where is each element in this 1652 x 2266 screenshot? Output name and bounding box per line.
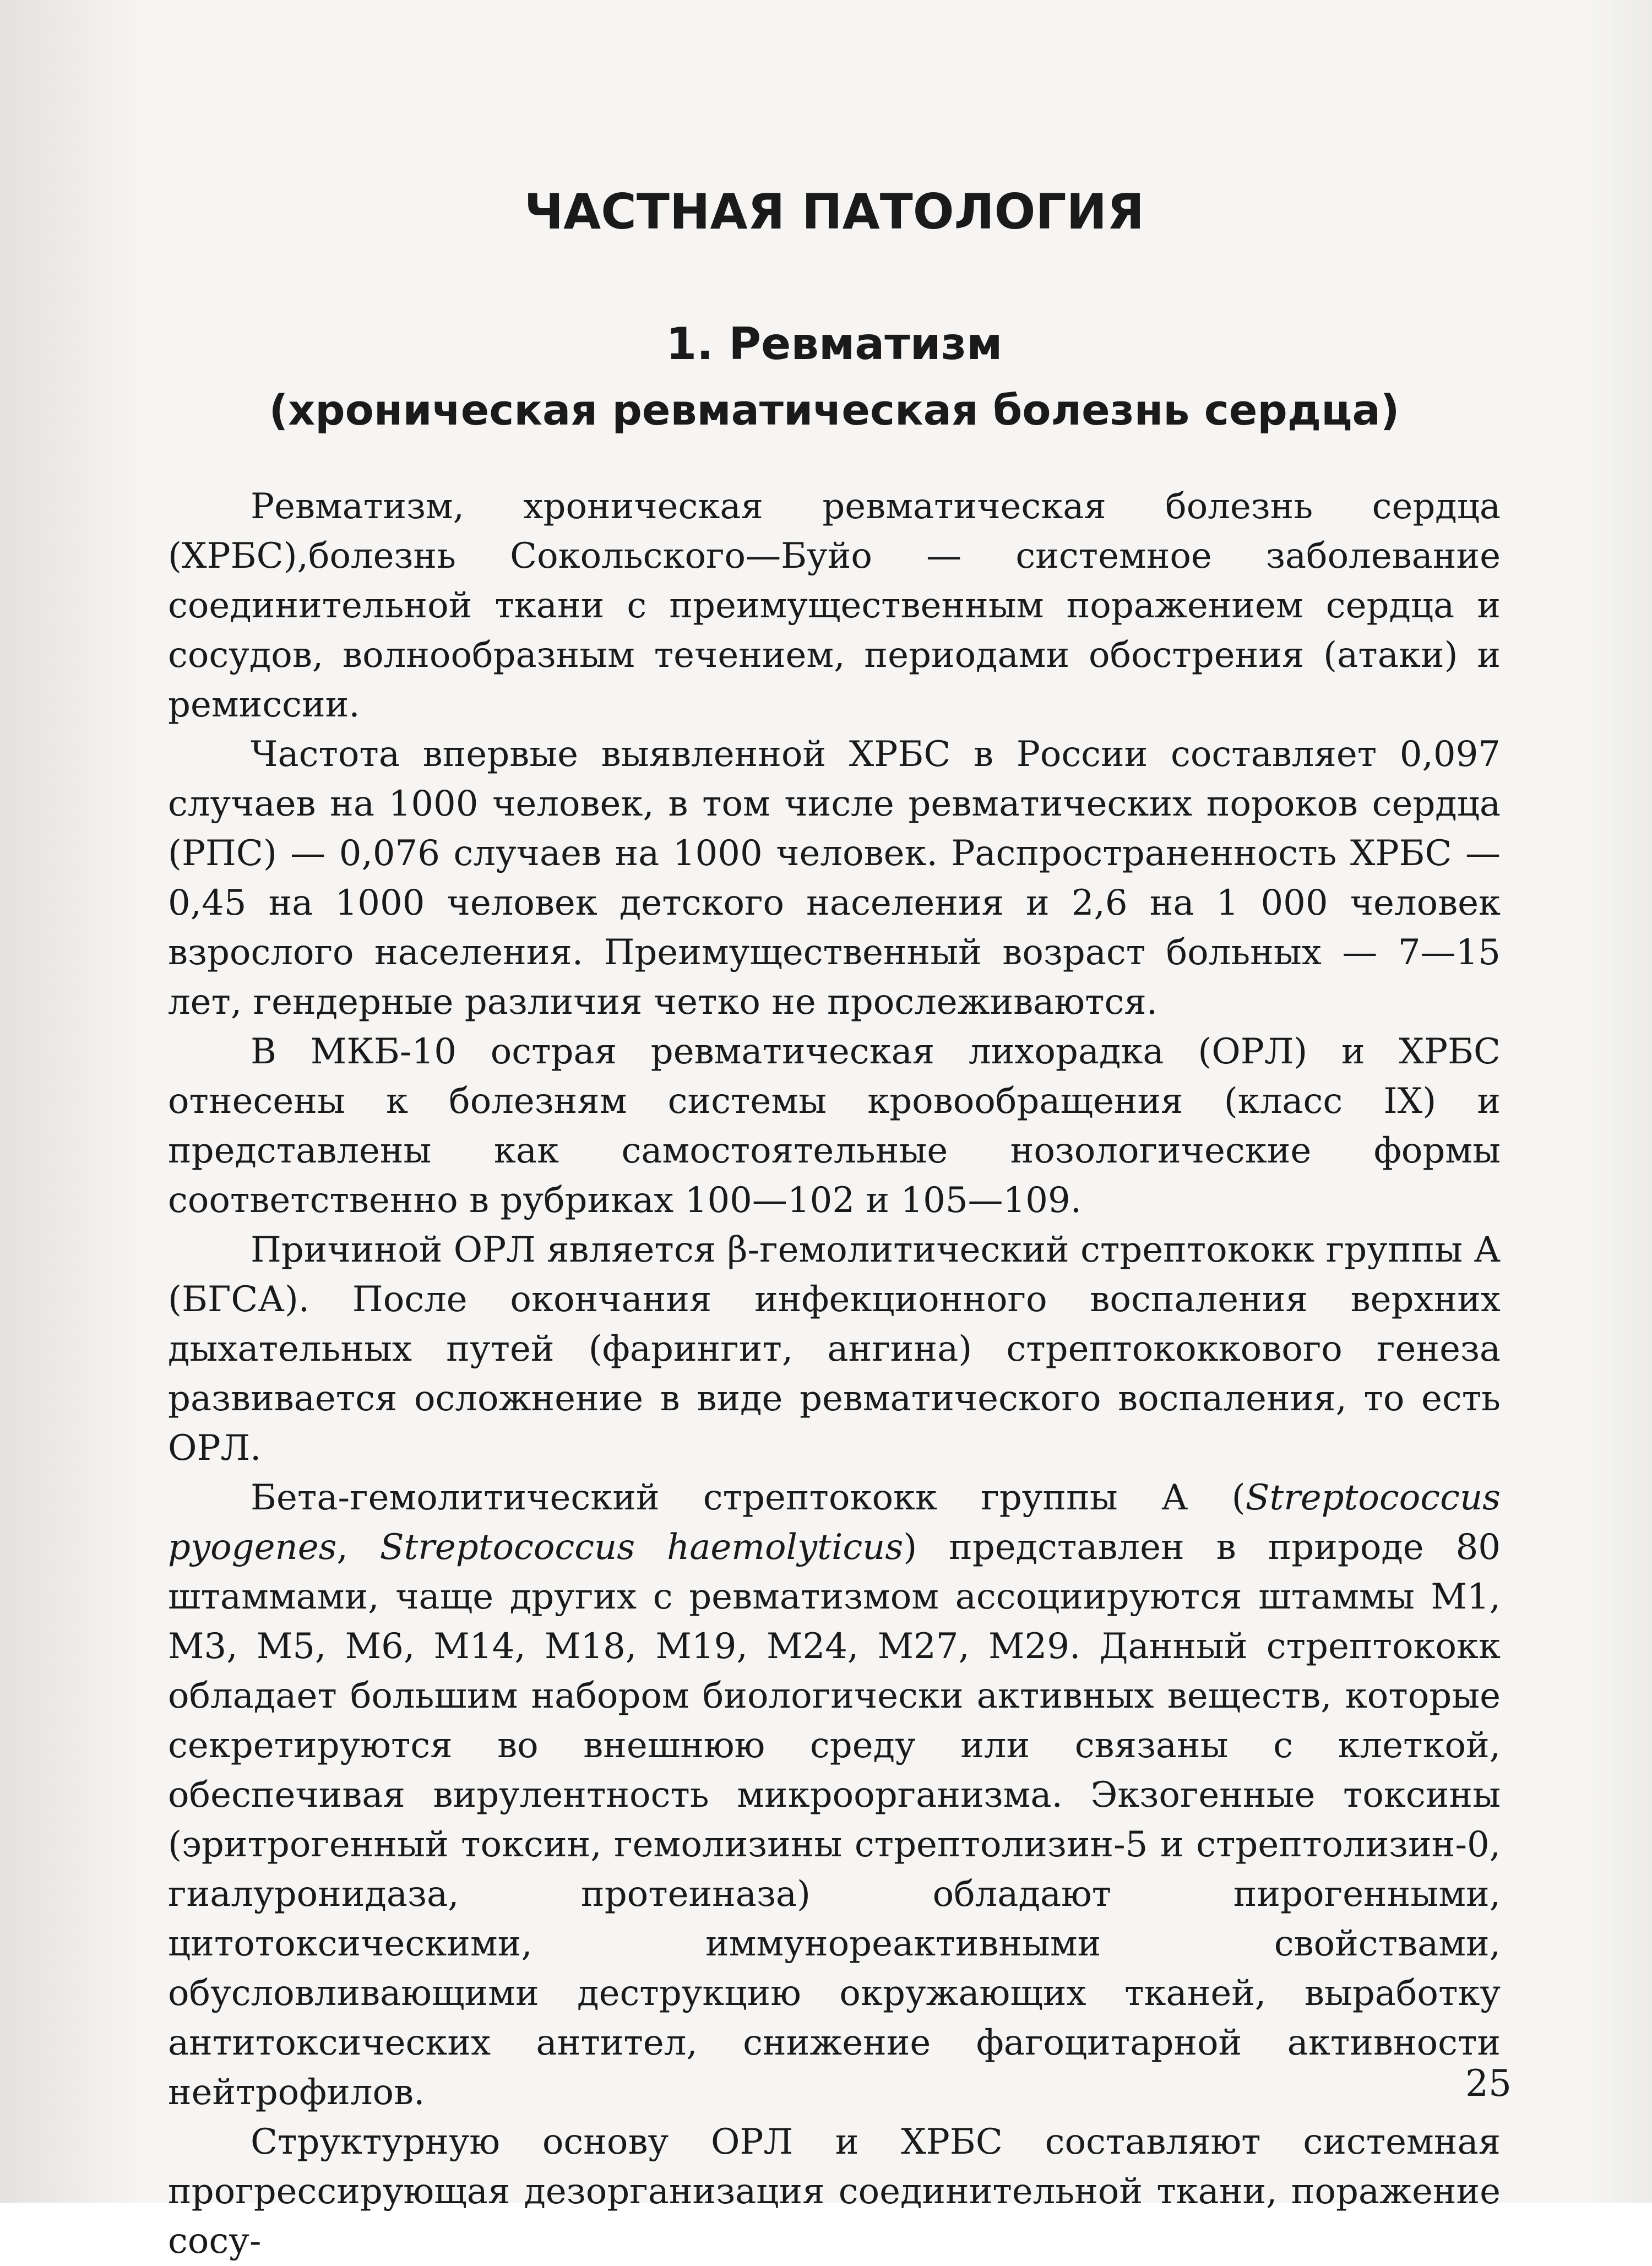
chapter-subtitle: (хроническая ревматическая болезнь сердца) bbox=[269, 385, 1400, 434]
page-number: 25 bbox=[1465, 2062, 1512, 2105]
page-content bbox=[168, 176, 1501, 2266]
chapter-title: 1. Ревматизм bbox=[666, 318, 1003, 369]
species-name-haemolyticus: Streptococcus haemolyticus bbox=[379, 1527, 904, 1568]
gutter-shadow bbox=[0, 0, 143, 2203]
show-through-decoration bbox=[165, 6, 1575, 77]
strep-lead-text: Бета-гемолитический стрептококк группы А ( bbox=[251, 1477, 1246, 1518]
paragraph-definition: Ревматизм, хроническая ревматическая болезнь сердца (ХРБС),болезнь Сокольского—Буйо — системное заболевание соединительной ткани с преимущественным поражением сердца и сосудов, волнообразным течением, периодами обострения (атаки) и ремиссии. bbox=[168, 486, 1501, 725]
part-title: ЧАСТНАЯ ПАТОЛОГИЯ bbox=[524, 183, 1144, 240]
paragraph-epidemiology: Частота впервые выявленной ХРБС в России составляет 0,097 случаев на 1000 человек, в том числе ревматических пороков сердца (РПС) — 0,076 случаев на 1000 человек. Распространенность ХРБС — 0,45 на 1000 человек детского населения и 2,6 на 1 000 человек взрослого населения. Преимущественный возраст больных — 7—15 лет, гендерные различия четко не прослеживаются. bbox=[168, 734, 1501, 1023]
species-separator: , bbox=[336, 1527, 380, 1568]
strep-rest-text: ) представлен в природе 80 штаммами, чаще других с ревматизмом ассоциируются штаммы М1, М3, М5, М6, М14, М18, М19, М24, М27, М29. Данный стрептококк обладает большим набором биологически активных веществ, которые секретируются во внешнюю среду или связаны с клеткой, обеспечивая вирулентность микроорганизма. Экзогенные токсины (эритрогенный токсин, гемолизины стрептолизин-5 и стрептолизин-0, гиалуронидаза, протеиназа) обладают пирогенными, цитотоксическими, иммунореактивными свойствами, обусловливающими деструкцию окружающих тканей, выработку антитоксических антител, снижение фагоцитарной активности нейтрофилов. bbox=[168, 1527, 1501, 2113]
paragraph-streptococcus bbox=[168, 1473, 1501, 2117]
page-edge-shade bbox=[1586, 0, 1652, 2203]
paragraph-icd-classification: В МКБ-10 острая ревматическая лихорадка (ОРЛ) и ХРБС отнесены к болезням системы кровообращения (класс IX) и представлены как самостоятельные нозологические формы соответственно в рубриках 100—102 и 105—109. bbox=[168, 1031, 1501, 1221]
species-name-pyogenes: Streptococcus pyogenes bbox=[168, 1477, 1501, 1568]
paragraph-pathogenesis: Структурную основу ОРЛ и ХРБС составляют системная прогрессирующая дезорганизация соединительной ткани, поражение сосу- bbox=[168, 2122, 1501, 2262]
paragraph-etiology: Причиной ОРЛ является β-гемолитический стрептококк группы А (БГСА). После окончания инфекционного воспаления верхних дыхательных путей (фарингит, ангина) стрептококкового генеза развивается осложнение в виде ревматического воспаления, то есть ОРЛ. bbox=[168, 1230, 1501, 1469]
